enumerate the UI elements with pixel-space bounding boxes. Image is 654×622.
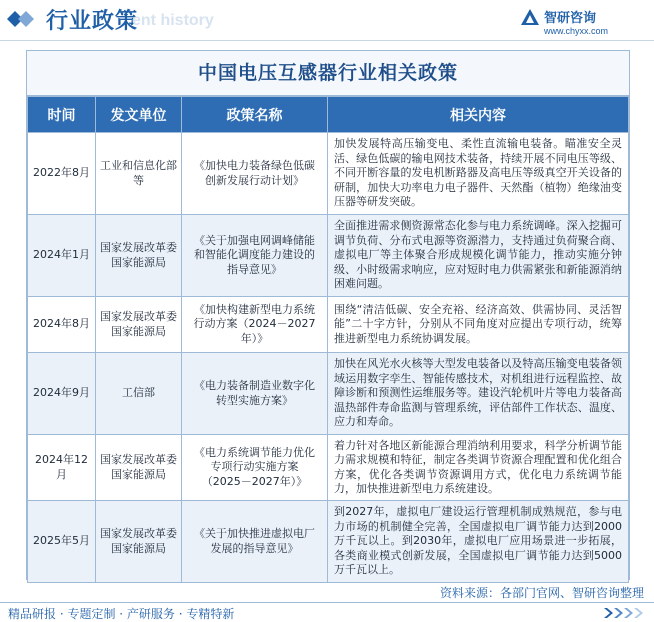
- page-header: [0, 0, 654, 40]
- policy-table-panel: [26, 50, 630, 580]
- header-divider: [0, 40, 654, 41]
- table-row: [28, 353, 629, 435]
- cell-policy: 《关于加快推进虚拟电厂发展的指导意见》: [182, 501, 328, 583]
- table-row: [28, 297, 629, 353]
- page-title: 行业政策: [46, 9, 139, 34]
- policy-table: [27, 96, 629, 583]
- cell-issuer: 国家发展改革委 国家能源局: [96, 215, 182, 297]
- column-header-issuer: 发文单位: [96, 97, 182, 133]
- cell-content: 全面推进需求侧资源常态化参与电力系统调峰。深入挖掘可调节负荷、分布式电源等资源潜力，支持通过负荷聚合商、虚拟电厂等主体聚合形成规模化调节能力，推动实施分钟级、小时级需求响应，应对短时电力供需紧张和新能源消纳困难问题。: [328, 215, 629, 297]
- cell-issuer: 国家发展改革委 国家能源局: [96, 297, 182, 353]
- table-row: [28, 435, 629, 501]
- table-row: [28, 501, 629, 583]
- diamond-icon: [6, 9, 36, 29]
- cell-policy: 《加快构建新型电力系统行动方案（2024－2027年）》: [182, 297, 328, 353]
- cell-time: 2025年5月: [28, 501, 96, 583]
- cell-issuer: 国家发展改革委 国家能源局: [96, 501, 182, 583]
- footer-slogan: 精品研报 · 专题定制 · 产研服务 · 专精特新: [8, 607, 235, 621]
- cell-content: 着力针对各地区新能源合理消纳利用要求，科学分析调节能力需求规模和特征，制定各类调节资源合理配置和优化组合方案，优化各类调节资源调用方式，优化电力系统调节能力，加快推进新型电力系统建设。: [328, 435, 629, 501]
- cell-time: 2024年12月: [28, 435, 96, 501]
- cell-time: 2024年1月: [28, 215, 96, 297]
- cell-issuer: 工信部: [96, 353, 182, 435]
- brand: [520, 6, 640, 40]
- brand-name: 智研咨询: [544, 11, 597, 26]
- brand-logo-icon: [520, 8, 540, 26]
- cell-time: 2024年8月: [28, 297, 96, 353]
- footer-bar: [0, 602, 654, 622]
- cell-time: 2022年8月: [28, 133, 96, 215]
- cell-policy: 《电力装备制造业数字化转型实施方案》: [182, 353, 328, 435]
- chevron-right-icon: [604, 608, 644, 618]
- source-note: 资料来源：各部门官网、智研咨询整理: [439, 586, 644, 600]
- cell-policy: 《电力系统调节能力优化专项行动实施方案（2025－2027年）》: [182, 435, 328, 501]
- column-header-time: 时间: [28, 97, 96, 133]
- cell-policy: 《关于加强电网调峰储能和智能化调度能力建设的指导意见》: [182, 215, 328, 297]
- cell-time: 2024年9月: [28, 353, 96, 435]
- table-row: [28, 215, 629, 297]
- cell-content: 加快在风光水火核等大型发电装备以及特高压输变电装备领域运用数字孪生、智能传感技术，对机组进行远程监控、故障诊断和预测性运维服务等。建设汽轮机叶片等电力装备高温热部件寿命监测与管理系统，评估部件工作状态、温度、应力和寿命。: [328, 353, 629, 435]
- cell-policy: 《加快电力装备绿色低碳创新发展行动计划》: [182, 133, 328, 215]
- column-header-policy: 政策名称: [182, 97, 328, 133]
- header-watermark: ent history: [132, 12, 214, 29]
- cell-content: 加快发展特高压输变电、柔性直流输电装备。瞄准安全灵活、绿色低碳的输电网技术装备，持续开展不同电压等级、不同开断容量的发电机断路器及高电压等级真空开关设备的研制，加快大功率电力电子器件、天然酯（植物）绝缘油变压器等研发突破。: [328, 133, 629, 215]
- brand-url: www.chyxx.com: [544, 26, 609, 36]
- cell-issuer: 工业和信息化部等: [96, 133, 182, 215]
- column-header-content: 相关内容: [328, 97, 629, 133]
- table-row: [28, 133, 629, 215]
- cell-content: 围绕“清洁低碳、安全充裕、经济高效、供需协同、灵活智能”二十字方针，分别从不同角度对应提出专项行动，统筹推进新型电力系统协调发展。: [328, 297, 629, 353]
- table-header-row: [28, 97, 629, 133]
- table-title: 中国电压互感器行业相关政策: [27, 51, 629, 96]
- cell-issuer: 国家发展改革委 国家能源局: [96, 435, 182, 501]
- cell-content: 到2027年，虚拟电厂建设运行管理机制成熟规范，参与电力市场的机制健全完善，全国虚拟电厂调节能力达到2000万千瓦以上。到2030年，虚拟电厂应用场景进一步拓展，各类商业模式创新发展，全国虚拟电厂调节能力达到5000万千瓦以上。: [328, 501, 629, 583]
